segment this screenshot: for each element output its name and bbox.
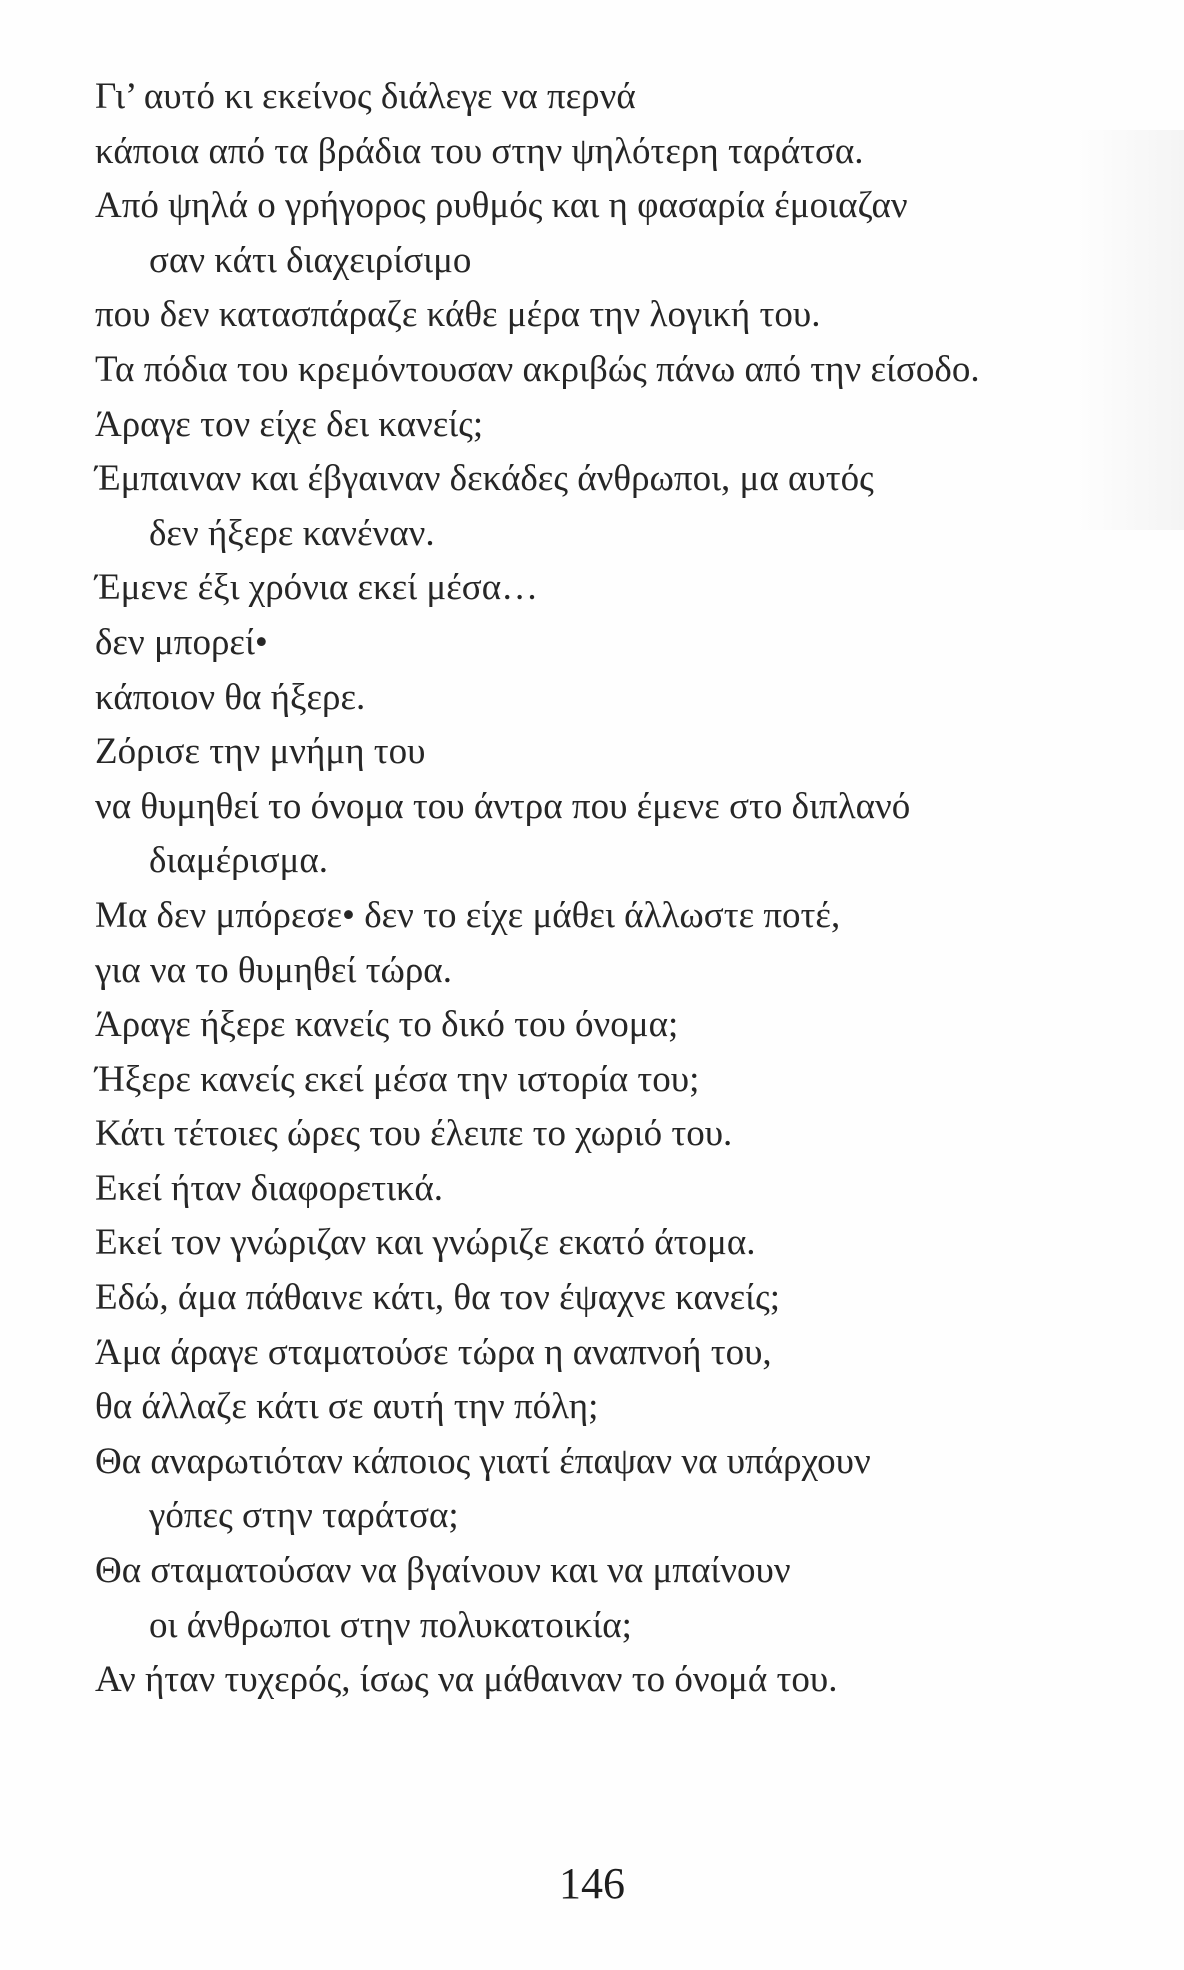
poem-line: διαμέρισμα. — [149, 840, 328, 882]
poem-line: Άμα άραγε σταματούσε τώρα η αναπνοή του, — [95, 1331, 772, 1373]
poem-line: Εδώ, άμα πάθαινε κάτι, θα τον έψαχνε κανείς; — [95, 1277, 781, 1319]
poem-line: Ήξερε κανείς εκεί μέσα την ιστορία του; — [95, 1058, 700, 1100]
poem-line: Αν ήταν τυχερός, ίσως να μάθαιναν το όνομά του. — [95, 1659, 838, 1701]
poem-line: που δεν κατασπάραζε κάθε μέρα την λογική του. — [95, 294, 821, 336]
poem-line: Θα σταματούσαν να βγαίνουν και να μπαίνουν — [95, 1550, 791, 1592]
poem-line: κάποιον θα ήξερε. — [95, 676, 366, 718]
poem-text — [95, 70, 1155, 1708]
poem-line: Μα δεν μπόρεσε• δεν το είχε μάθει άλλωστε ποτέ, — [95, 894, 841, 936]
poem-line: Εκεί τον γνώριζαν και γνώριζε εκατό άτομα. — [95, 1222, 756, 1264]
poem-line: Από ψηλά ο γρήγορος ρυθμός και η φασαρία έμοιαζαν — [95, 185, 908, 227]
poem-line: θα άλλαζε κάτι σε αυτή την πόλη; — [95, 1386, 599, 1428]
poem-line: σαν κάτι διαχειρίσιμο — [149, 239, 472, 281]
poem-line: Θα αναρωτιόταν κάποιος γιατί έπαψαν να υπάρχουν — [95, 1440, 871, 1482]
poem-line: δεν ήξερε κανέναν. — [149, 512, 435, 554]
poem-line: Γι’ αυτό κι εκείνος διάλεγε να περνά — [95, 76, 636, 117]
poem-line: κάποια από τα βράδια του στην ψηλότερη ταράτσα. — [95, 130, 864, 172]
poem-line: να θυμηθεί το όνομα του άντρα που έμενε στο διπλανό — [95, 785, 911, 827]
poem-line: Έμενε έξι χρόνια εκεί μέσα… — [95, 567, 539, 609]
poem-line: Τα πόδια του κρεμόντουσαν ακριβώς πάνω από την είσοδο. — [95, 348, 980, 390]
poem-line: δεν μπορεί• — [95, 621, 268, 663]
poem-line: γόπες στην ταράτσα; — [149, 1495, 459, 1537]
page-number: 146 — [559, 1859, 625, 1908]
poem-line: Ζόρισε την μνήμη του — [95, 731, 426, 773]
poem-line: Άραγε ήξερε κανείς το δικό του όνομα; — [95, 1004, 679, 1046]
poem-line: οι άνθρωποι στην πολυκατοικία; — [149, 1604, 632, 1646]
poem-line: Εκεί ήταν διαφορετικά. — [95, 1167, 443, 1209]
poem-line: για να το θυμηθεί τώρα. — [95, 949, 452, 991]
poem-line: Έμπαιναν και έβγαιναν δεκάδες άνθρωποι, μα αυτός — [95, 458, 874, 500]
poem-line: Άραγε τον είχε δει κανείς; — [95, 403, 484, 445]
poem-line: Κάτι τέτοιες ώρες του έλειπε το χωριό του. — [95, 1113, 733, 1155]
